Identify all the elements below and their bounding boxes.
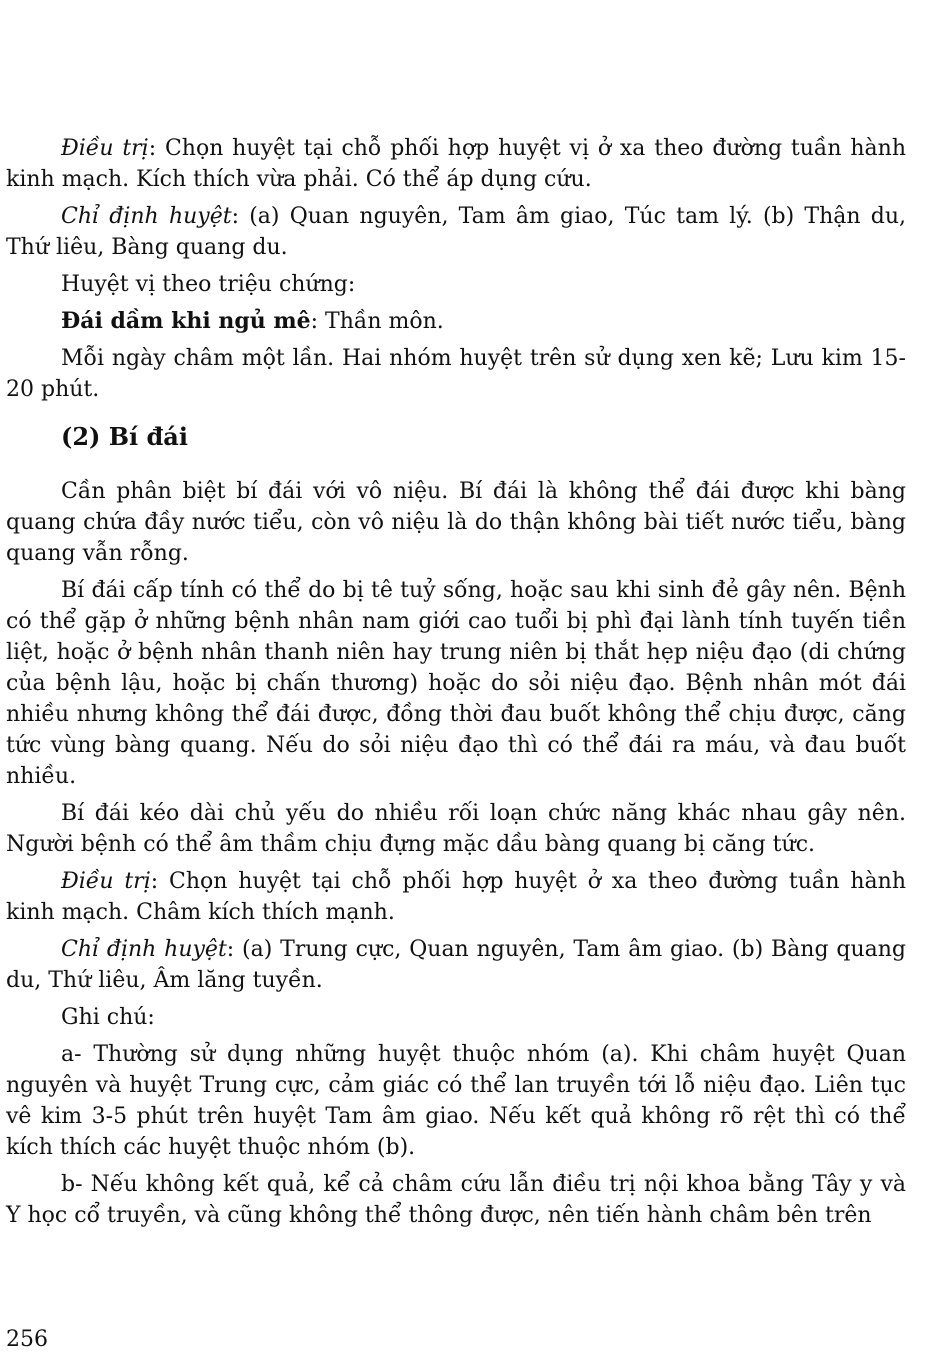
label-indication: Chỉ định huyệt [61, 204, 232, 229]
paragraph-note-a: a- Thường sử dụng những huyệt thuộc nhóm (a). Khi châm huyệt Quan nguyên và huyệt Trung cực, cảm giác có thể lan truyền tới lỗ niệu đạo. Liên tục vê kim 3-5 phút trên huyệt Tam âm giao. Nếu kết quả không rõ rệt thì có thể kích thích các huyệt thuộc nhóm (b). [6, 1042, 906, 1160]
paragraph-notes-label: Ghi chú: [61, 1005, 155, 1030]
paragraph-frequency: Mỗi ngày châm một lần. Hai nhóm huyệt trên sử dụng xen kẽ; Lưu kim 15-20 phút. [6, 346, 906, 402]
label-bedwetting: Đái dầm khi ngủ mê [61, 308, 311, 334]
text-bedwetting: : Thần môn. [310, 309, 444, 334]
paragraph-note-b: b- Nếu không kết quả, kể cả châm cứu lẫn điều trị nội khoa bằng Tây y và Y học cổ truyền, và cũng không thể thông được, nên tiến hành châm bên trên [6, 1172, 906, 1228]
paragraph-bedwetting [6, 306, 906, 337]
paragraph-distinction: Cần phân biệt bí đái với vô niệu. Bí đái là không thể đái được khi bàng quang chứa đầy nước tiểu, còn vô niệu là do thận không bài tiết nước tiểu, bàng quang vẫn rỗng. [6, 479, 906, 566]
section-heading: (2) Bí đái [61, 422, 188, 451]
paragraph-acute: Bí đái cấp tính có thể do bị tê tuỷ sống, hoặc sau khi sinh đẻ gây nên. Bệnh có thể gặp ở những bệnh nhân nam giới cao tuổi bị phì đại lành tính tuyến tiền liệt, hoặc ở bệnh nhân thanh niên hay trung niên bị thắt hẹp niệu đạo (di chứng của bệnh lậu, hoặc bị chấn thương) hoặc do sỏi niệu đạo. Bệnh nhân mót đái nhiều nhưng không thể đái được, đồng thời đau buốt không thể chịu được, căng tức vùng bàng quang. Nếu do sỏi niệu đạo thì có thể đái ra máu, và đau buốt nhiều. [6, 578, 906, 789]
text-treatment: : Chọn huyệt tại chỗ phối hợp huyệt vị ở xa theo đường tuần hành kinh mạch. Kích thích vừa phải. Có thể áp dụng cứu. [6, 136, 906, 192]
paragraph-indication-2 [6, 934, 906, 996]
paragraph-symptom-points: Huyệt vị theo triệu chứng: [61, 272, 356, 297]
text-indication: : (a) Quan nguyên, Tam âm giao, Túc tam lý. (b) Thận du, Thứ liêu, Bàng quang du. [6, 204, 907, 260]
text-treatment-2: : Chọn huyệt tại chỗ phối hợp huyệt ở xa theo đường tuần hành kinh mạch. Châm kích thích mạnh. [6, 869, 906, 925]
paragraph-treatment-1 [6, 133, 906, 195]
paragraph-indication-1 [6, 201, 906, 263]
label-treatment-2: Điều trị [61, 869, 151, 894]
label-indication-2: Chỉ định huyệt [61, 937, 227, 962]
label-treatment: Điều trị [61, 136, 149, 161]
page-body [6, 133, 906, 1237]
paragraph-chronic: Bí đái kéo dài chủ yếu do nhiều rối loạn chức năng khác nhau gây nên. Người bệnh có thể âm thầm chịu đựng mặc dầu bàng quang bị căng tức. [6, 801, 906, 857]
paragraph-treatment-2 [6, 866, 906, 928]
page-number: 256 [6, 1327, 48, 1352]
text-indication-2: : (a) Trung cực, Quan nguyên, Tam âm giao. (b) Bàng quang du, Thứ liêu, Âm lăng tuyền. [6, 937, 907, 993]
